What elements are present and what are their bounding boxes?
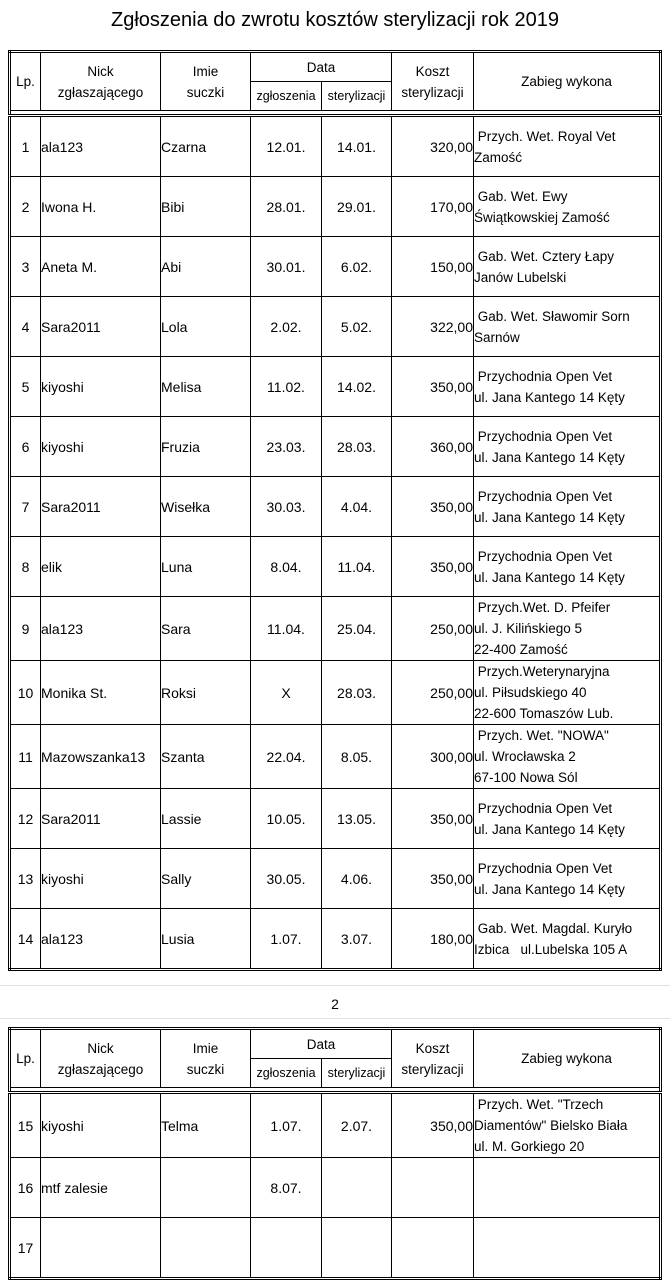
- cell-date-sterylizacji[interactable]: 28.03.: [322, 417, 392, 477]
- cell-nick[interactable]: kiyoshi: [41, 849, 161, 909]
- cell-date-zgloszenia[interactable]: X: [251, 661, 322, 725]
- cell-date-zgloszenia[interactable]: 30.05.: [251, 849, 322, 909]
- header-data: Data: [251, 1029, 392, 1059]
- table-row: [10, 909, 661, 970]
- cell-lp[interactable]: 4: [10, 297, 41, 357]
- table-row: [10, 537, 661, 597]
- cell-date-zgloszenia[interactable]: 8.04.: [251, 537, 322, 597]
- cell-date-zgloszenia[interactable]: 28.01.: [251, 177, 322, 237]
- cell-date-zgloszenia[interactable]: 8.07.: [251, 1158, 322, 1218]
- cell-zabieg[interactable]: Gab. Wet. Magdal. Kuryło Izbica ul.Lubelska 105 A: [474, 909, 661, 970]
- cell-nick[interactable]: Monika St.: [41, 661, 161, 725]
- page-number: 2: [331, 996, 339, 1012]
- cell-date-sterylizacji[interactable]: [322, 1218, 392, 1279]
- cell-zabieg[interactable]: [474, 1218, 661, 1279]
- cell-nick[interactable]: elik: [41, 537, 161, 597]
- cell-koszt[interactable]: 250,00: [392, 661, 474, 725]
- table-row: [10, 477, 661, 537]
- cell-zabieg[interactable]: Przych. Wet. Royal Vet Zamość: [474, 116, 661, 177]
- cell-nick[interactable]: Iwona H.: [41, 177, 161, 237]
- header-lp: Lp.: [10, 1029, 41, 1088]
- cell-zabieg[interactable]: Przychodnia Open Vet ul. Jana Kantego 14 Kęty: [474, 849, 661, 909]
- cell-imie[interactable]: Fruzia: [161, 417, 251, 477]
- header-data: Data: [251, 52, 392, 82]
- table-row: [10, 116, 661, 177]
- header-nick: Nick zgłaszającego: [41, 52, 161, 111]
- cell-zabieg[interactable]: Przych.Wet. D. Pfeifer ul. J. Kilińskiego 5 22-400 Zamość: [474, 597, 661, 661]
- cell-date-sterylizacji[interactable]: [322, 1158, 392, 1218]
- table-row: [10, 297, 661, 357]
- cell-imie[interactable]: [161, 1158, 251, 1218]
- cell-date-zgloszenia[interactable]: 30.03.: [251, 477, 322, 537]
- cell-date-sterylizacji[interactable]: 13.05.: [322, 789, 392, 849]
- header-sterylizacji: sterylizacji: [322, 82, 392, 111]
- header-zgloszenia: zgłoszenia: [251, 1059, 322, 1088]
- header-row: [10, 52, 661, 82]
- table-row: [10, 789, 661, 849]
- cell-date-sterylizacji[interactable]: 5.02.: [322, 297, 392, 357]
- cell-date-sterylizacji[interactable]: 11.04.: [322, 537, 392, 597]
- cell-lp[interactable]: 15: [10, 1093, 41, 1158]
- cell-lp[interactable]: 6: [10, 417, 41, 477]
- gridline: [0, 1018, 670, 1019]
- header-zgloszenia: zgłoszenia: [251, 82, 322, 111]
- cell-zabieg[interactable]: Przychodnia Open Vet ul. Jana Kantego 14 Kęty: [474, 417, 661, 477]
- cell-nick[interactable]: [41, 1218, 161, 1279]
- cell-lp[interactable]: 3: [10, 237, 41, 297]
- cell-koszt[interactable]: 350,00: [392, 789, 474, 849]
- cell-koszt[interactable]: 170,00: [392, 177, 474, 237]
- cell-imie[interactable]: Szanta: [161, 725, 251, 789]
- cell-date-zgloszenia[interactable]: 11.04.: [251, 597, 322, 661]
- cell-nick[interactable]: mtf zalesie: [41, 1158, 161, 1218]
- cell-nick[interactable]: ala123: [41, 116, 161, 177]
- cell-nick[interactable]: ala123: [41, 909, 161, 970]
- table-row: [10, 597, 661, 661]
- cell-zabieg[interactable]: Przychodnia Open Vet ul. Jana Kantego 14 Kęty: [474, 789, 661, 849]
- cell-lp[interactable]: 7: [10, 477, 41, 537]
- header-koszt: Koszt sterylizacji: [392, 52, 474, 111]
- cell-date-zgloszenia[interactable]: [251, 1218, 322, 1279]
- table-row: [10, 237, 661, 297]
- cell-date-sterylizacji[interactable]: 14.02.: [322, 357, 392, 417]
- cell-date-sterylizacji[interactable]: 4.06.: [322, 849, 392, 909]
- cell-lp[interactable]: 1: [10, 116, 41, 177]
- sterilization-table-page-1: [8, 50, 662, 971]
- cell-imie[interactable]: Lusia: [161, 909, 251, 970]
- cell-zabieg[interactable]: Przychodnia Open Vet ul. Jana Kantego 14 Kęty: [474, 477, 661, 537]
- cell-lp[interactable]: 2: [10, 177, 41, 237]
- cell-koszt[interactable]: 300,00: [392, 725, 474, 789]
- cell-imie[interactable]: Lola: [161, 297, 251, 357]
- cell-zabieg[interactable]: Przych.Weterynaryjna ul. Piłsudskiego 40 22-600 Tomaszów Lub.: [474, 661, 661, 725]
- cell-imie[interactable]: Sara: [161, 597, 251, 661]
- cell-lp[interactable]: 10: [10, 661, 41, 725]
- cell-date-sterylizacji[interactable]: 8.05.: [322, 725, 392, 789]
- table-row: [10, 725, 661, 789]
- cell-koszt[interactable]: 322,00: [392, 297, 474, 357]
- cell-nick[interactable]: kiyoshi: [41, 357, 161, 417]
- cell-date-sterylizacji[interactable]: 28.03.: [322, 661, 392, 725]
- cell-imie[interactable]: Telma: [161, 1093, 251, 1158]
- cell-lp[interactable]: 12: [10, 789, 41, 849]
- cell-lp[interactable]: 8: [10, 537, 41, 597]
- cell-koszt[interactable]: 320,00: [392, 116, 474, 177]
- cell-date-zgloszenia[interactable]: 1.07.: [251, 909, 322, 970]
- table-row: [10, 1218, 661, 1279]
- cell-koszt[interactable]: 360,00: [392, 417, 474, 477]
- cell-zabieg[interactable]: Gab. Wet. Ewy Świątkowskiej Zamość: [474, 177, 661, 237]
- cell-zabieg[interactable]: Przych. Wet. "NOWA" ul. Wrocławska 2 67-100 Nowa Sól: [474, 725, 661, 789]
- table-row: [10, 849, 661, 909]
- cell-lp[interactable]: 5: [10, 357, 41, 417]
- cell-zabieg[interactable]: Przych. Wet. "Trzech Diamentów" Bielsko Biała ul. M. Gorkiego 20: [474, 1093, 661, 1158]
- cell-zabieg[interactable]: Gab. Wet. Cztery Łapy Janów Lubelski: [474, 237, 661, 297]
- cell-koszt[interactable]: [392, 1158, 474, 1218]
- cell-koszt[interactable]: 250,00: [392, 597, 474, 661]
- cell-date-zgloszenia[interactable]: 22.04.: [251, 725, 322, 789]
- cell-koszt[interactable]: 180,00: [392, 909, 474, 970]
- sheet-title: Zgłoszenia do zwrotu kosztów sterylizacji rok 2019: [111, 9, 559, 31]
- cell-zabieg[interactable]: Przychodnia Open Vet ul. Jana Kantego 14 Kęty: [474, 537, 661, 597]
- header-imie: Imie suczki: [161, 1029, 251, 1088]
- header-nick: Nick zgłaszającego: [41, 1029, 161, 1088]
- cell-lp[interactable]: 11: [10, 725, 41, 789]
- cell-imie[interactable]: Czarna: [161, 116, 251, 177]
- cell-date-zgloszenia[interactable]: 1.07.: [251, 1093, 322, 1158]
- cell-date-zgloszenia[interactable]: 23.03.: [251, 417, 322, 477]
- table-row: [10, 177, 661, 237]
- cell-date-sterylizacji[interactable]: 6.02.: [322, 237, 392, 297]
- cell-date-zgloszenia[interactable]: 30.01.: [251, 237, 322, 297]
- cell-nick[interactable]: Sara2011: [41, 789, 161, 849]
- cell-koszt[interactable]: 350,00: [392, 477, 474, 537]
- cell-zabieg[interactable]: Przychodnia Open Vet ul. Jana Kantego 14 Kęty: [474, 357, 661, 417]
- cell-nick[interactable]: Aneta M.: [41, 237, 161, 297]
- header-lp: Lp.: [10, 52, 41, 111]
- cell-date-sterylizacji[interactable]: 4.04.: [322, 477, 392, 537]
- header-sterylizacji: sterylizacji: [322, 1059, 392, 1088]
- cell-imie[interactable]: Bibi: [161, 177, 251, 237]
- cell-lp[interactable]: 16: [10, 1158, 41, 1218]
- cell-date-zgloszenia[interactable]: 2.02.: [251, 297, 322, 357]
- sterilization-table-page-2: [8, 1027, 662, 1280]
- cell-nick[interactable]: Sara2011: [41, 477, 161, 537]
- cell-koszt[interactable]: 350,00: [392, 849, 474, 909]
- cell-imie[interactable]: Abi: [161, 237, 251, 297]
- cell-nick[interactable]: Mazowszanka13: [41, 725, 161, 789]
- table-row: [10, 661, 661, 725]
- cell-imie[interactable]: Lassie: [161, 789, 251, 849]
- cell-lp[interactable]: 9: [10, 597, 41, 661]
- cell-imie[interactable]: Melisa: [161, 357, 251, 417]
- cell-koszt[interactable]: 150,00: [392, 237, 474, 297]
- cell-imie[interactable]: Wisełka: [161, 477, 251, 537]
- header-koszt: Koszt sterylizacji: [392, 1029, 474, 1088]
- cell-imie[interactable]: Luna: [161, 537, 251, 597]
- cell-koszt[interactable]: 350,00: [392, 357, 474, 417]
- table-row: [10, 1158, 661, 1218]
- cell-date-zgloszenia[interactable]: 10.05.: [251, 789, 322, 849]
- cell-nick[interactable]: kiyoshi: [41, 1093, 161, 1158]
- cell-nick[interactable]: Sara2011: [41, 297, 161, 357]
- cell-date-sterylizacji[interactable]: 3.07.: [322, 909, 392, 970]
- cell-lp[interactable]: 14: [10, 909, 41, 970]
- table-row: [10, 1093, 661, 1158]
- cell-date-sterylizacji[interactable]: 29.01.: [322, 177, 392, 237]
- cell-nick[interactable]: ala123: [41, 597, 161, 661]
- cell-date-sterylizacji[interactable]: 2.07.: [322, 1093, 392, 1158]
- cell-zabieg[interactable]: [474, 1158, 661, 1218]
- header-imie: Imie suczki: [161, 52, 251, 111]
- cell-zabieg[interactable]: Gab. Wet. Sławomir Sorn Sarnów: [474, 297, 661, 357]
- header-zabieg: Zabieg wykona: [474, 52, 661, 111]
- cell-lp[interactable]: 13: [10, 849, 41, 909]
- cell-koszt[interactable]: 350,00: [392, 537, 474, 597]
- header-row: [10, 1029, 661, 1059]
- cell-imie[interactable]: Roksi: [161, 661, 251, 725]
- cell-date-zgloszenia[interactable]: 12.01.: [251, 116, 322, 177]
- cell-imie[interactable]: [161, 1218, 251, 1279]
- cell-imie[interactable]: Sally: [161, 849, 251, 909]
- cell-koszt[interactable]: [392, 1218, 474, 1279]
- cell-date-sterylizacji[interactable]: 25.04.: [322, 597, 392, 661]
- cell-date-zgloszenia[interactable]: 11.02.: [251, 357, 322, 417]
- cell-nick[interactable]: kiyoshi: [41, 417, 161, 477]
- table-row: [10, 357, 661, 417]
- cell-lp[interactable]: 17: [10, 1218, 41, 1279]
- cell-koszt[interactable]: 350,00: [392, 1093, 474, 1158]
- table-row: [10, 417, 661, 477]
- cell-date-sterylizacji[interactable]: 14.01.: [322, 116, 392, 177]
- header-zabieg: Zabieg wykona: [474, 1029, 661, 1088]
- gridline: [0, 985, 670, 986]
